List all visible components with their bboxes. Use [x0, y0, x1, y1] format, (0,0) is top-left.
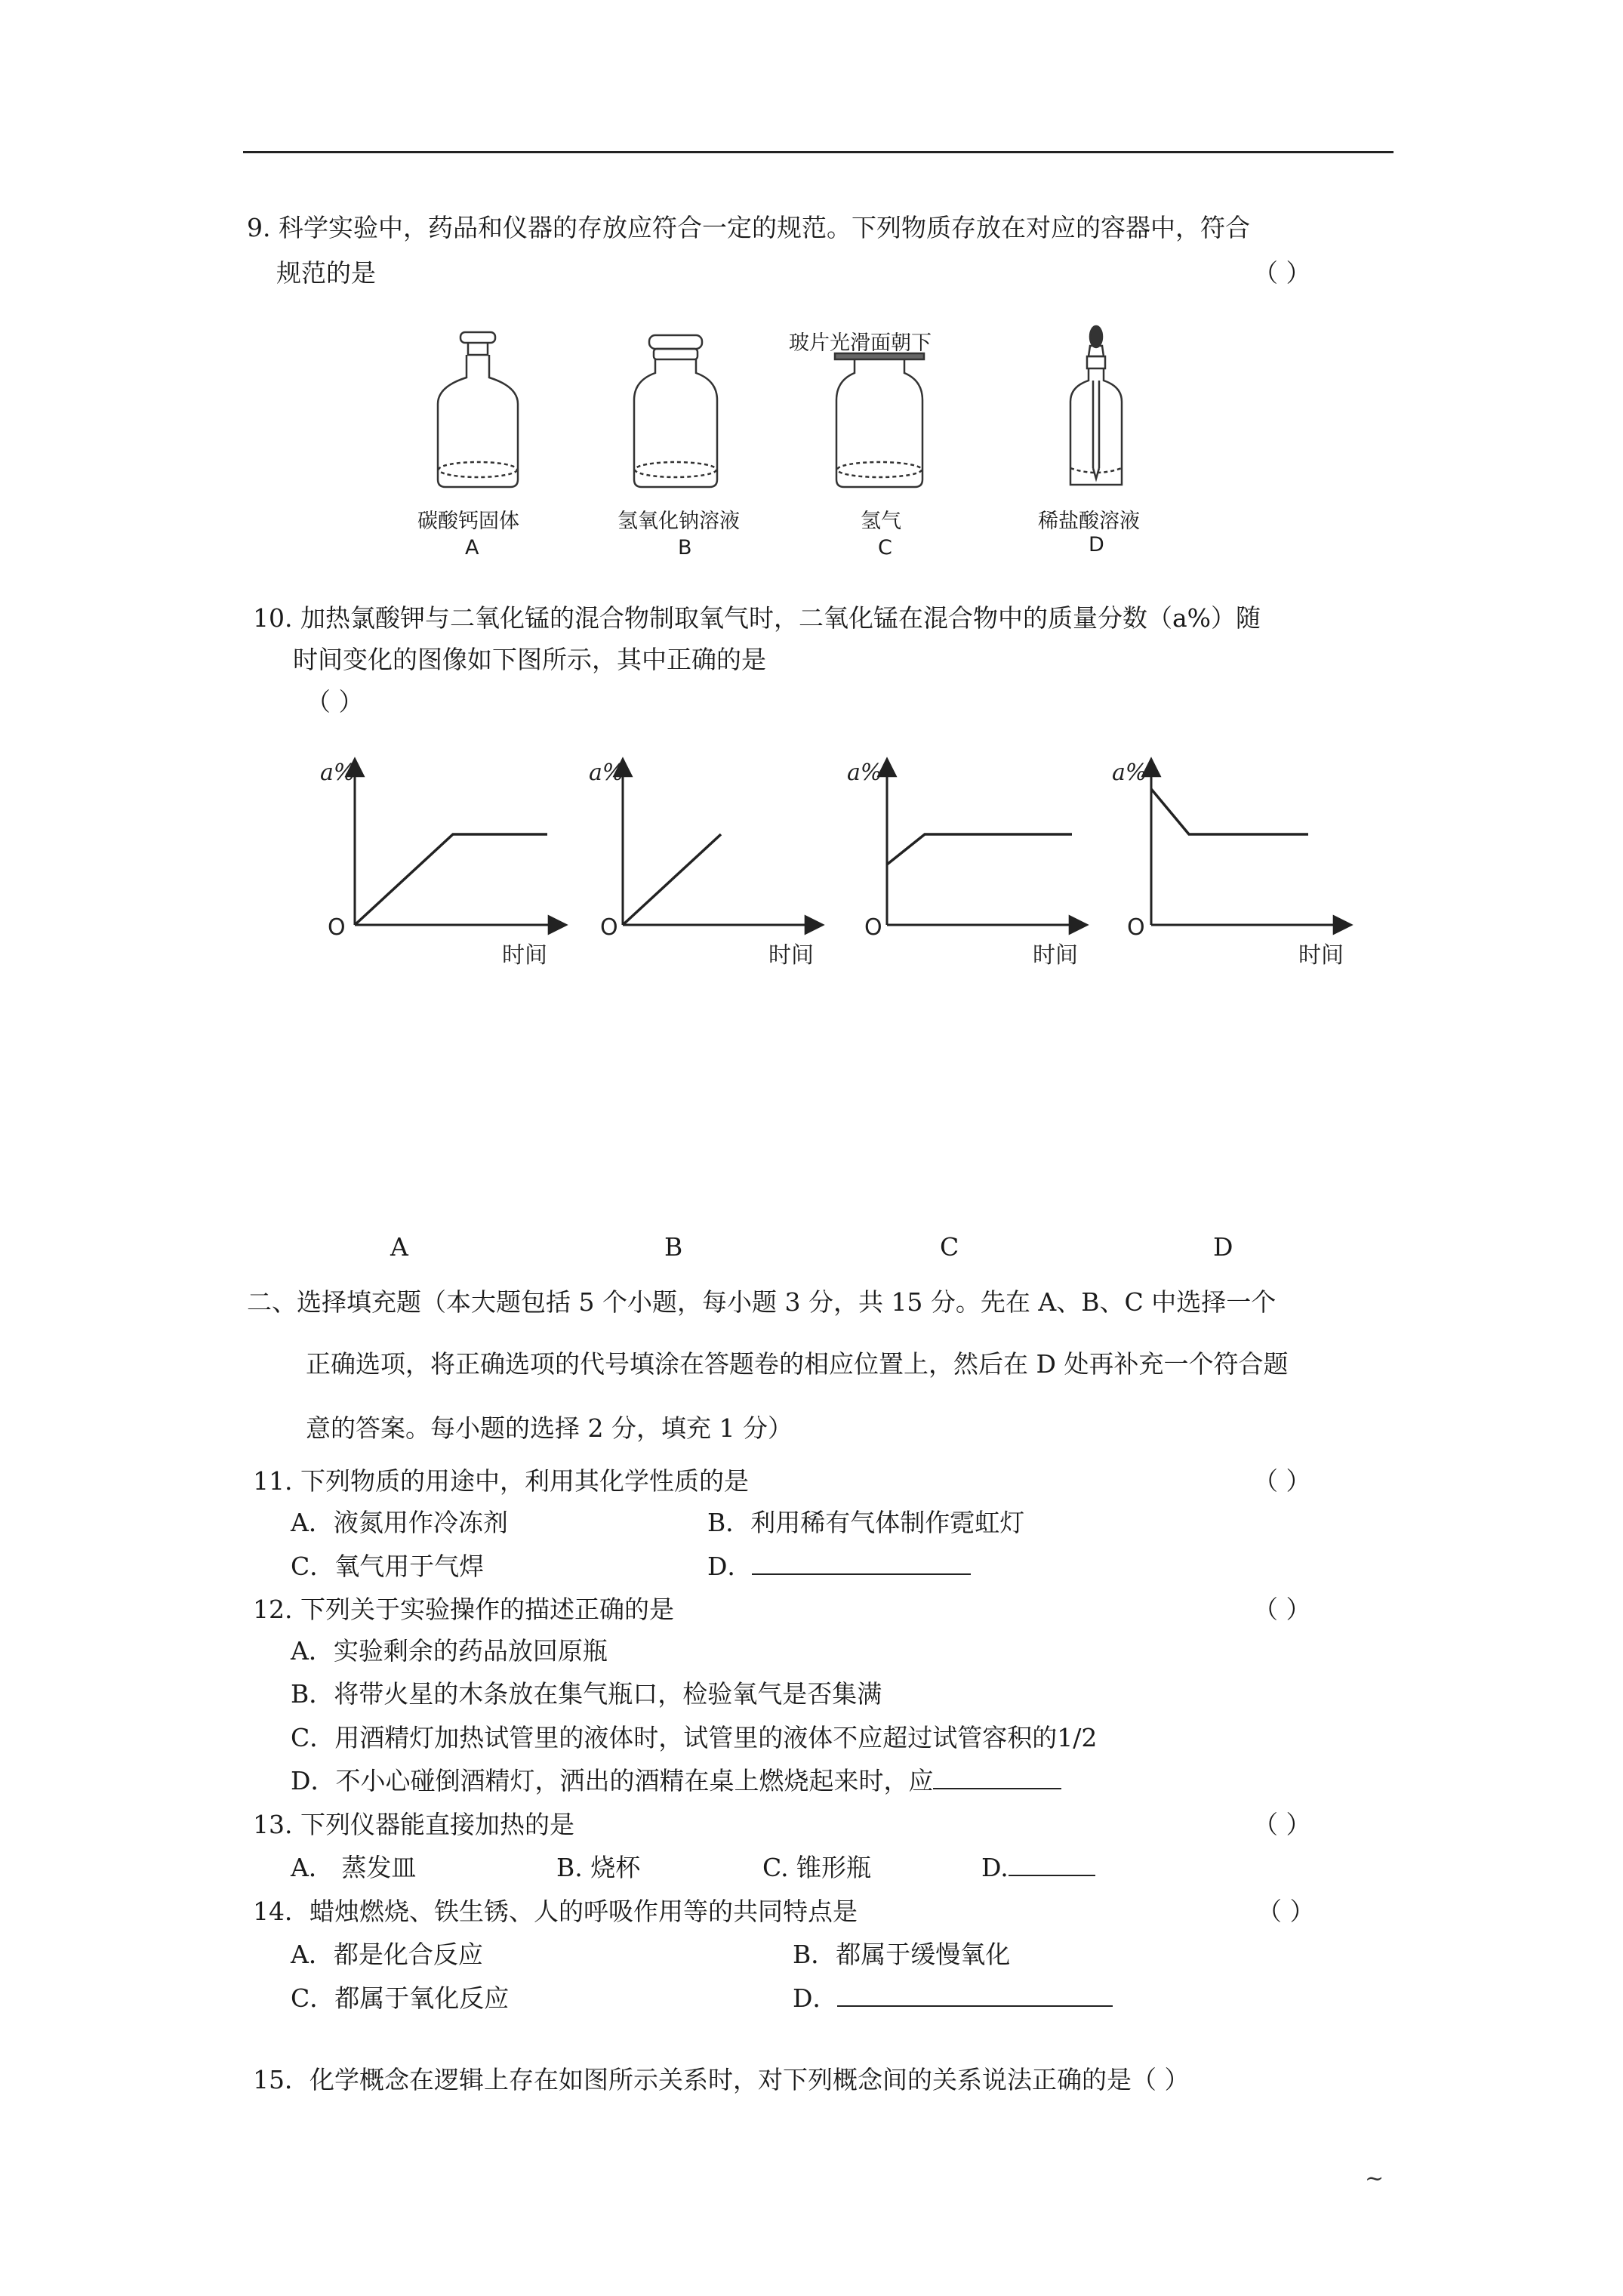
graph-b	[589, 759, 823, 969]
graph-d-curve	[1151, 789, 1308, 834]
q11-answer-paren: （ ）	[1253, 1466, 1311, 1496]
graph-a-origin: O	[328, 914, 346, 941]
q12-answer-paren: （ ）	[1253, 1595, 1311, 1624]
q10-line2: 时间变化的图像如下图所示，其中正确的是	[293, 645, 766, 674]
q13-option-d: D.	[981, 1853, 1009, 1882]
q14-option-d: D．	[793, 1983, 838, 2013]
q12-option-d: D．不小心碰倒酒精灯，洒出的酒精在桌上燃烧起来时，应	[291, 1766, 934, 1795]
q15-stem: 15．化学概念在逻辑上存在如图所示关系时，对下列概念间的关系说法正确的是（ ）	[253, 2065, 1190, 2094]
graph-b-ylabel: a%	[589, 760, 624, 786]
q10-graphs-figure	[310, 744, 1366, 978]
graph-d-origin: O	[1127, 914, 1145, 941]
q10-letter-c: C	[940, 1232, 959, 1262]
q9-option-d-letter: D	[1089, 533, 1104, 556]
graph-c-origin: O	[864, 914, 882, 941]
q12-fill-blank[interactable]	[933, 1765, 1061, 1789]
q11-stem: 11. 下列物质的用途中，利用其化学性质的是	[253, 1466, 749, 1496]
q13-option-a: A． 蒸发皿	[291, 1853, 417, 1882]
q9-line1: 9. 科学实验中，药品和仪器的存放应符合一定的规范。下列物质存放在对应的容器中，符合	[247, 213, 1250, 242]
q13-option-c: C. 锥形瓶	[762, 1853, 872, 1882]
graph-a-xlabel: 时间	[502, 942, 547, 969]
q13-option-b: B. 烧杯	[556, 1853, 641, 1882]
q12-option-a: A．实验剩余的药品放回原瓶	[291, 1636, 608, 1666]
graph-b-origin: O	[600, 914, 618, 941]
q11-option-b: B．利用稀有气体制作霓虹灯	[707, 1508, 1025, 1537]
bottle-a-icon	[438, 332, 518, 487]
q9-option-d-label: 稀盐酸溶液	[1038, 510, 1140, 533]
graph-c-ylabel: a%	[847, 760, 882, 786]
graph-a-curve	[355, 834, 547, 925]
graph-b-curve	[623, 834, 721, 925]
q14-option-b: B．都属于缓慢氧化	[793, 1940, 1011, 1969]
q12-option-b: B．将带火星的木条放在集气瓶口，检验氧气是否集满	[291, 1679, 882, 1709]
q10-answer-paren: （ ）	[306, 687, 364, 717]
header-rule	[243, 151, 1394, 153]
graph-b-xlabel: 时间	[768, 942, 814, 969]
q9-option-c-label: 氢气	[861, 510, 901, 533]
q9-option-a-label: 碳酸钙固体	[417, 510, 519, 533]
q11-fill-blank[interactable]	[752, 1551, 971, 1575]
q9-line2: 规范的是	[276, 258, 376, 288]
q13-answer-paren: （ ）	[1253, 1810, 1311, 1839]
q9-option-a-letter: A	[465, 536, 479, 559]
graph-d-ylabel: a%	[1112, 760, 1147, 786]
q11-option-c: C．氧气用于气焊	[291, 1552, 485, 1581]
q9-option-b-letter: B	[678, 536, 692, 559]
q14-answer-paren: （ ）	[1257, 1897, 1315, 1926]
graph-c	[847, 759, 1087, 969]
graph-a-ylabel: a%	[320, 760, 356, 786]
q10-letter-b: B	[664, 1232, 683, 1262]
q10-letter-a: A	[390, 1232, 408, 1262]
q12-stem: 12. 下列关于实验操作的描述正确的是	[253, 1595, 674, 1624]
q12-option-c: C．用酒精灯加热试管里的液体时，试管里的液体不应超过试管容积的1/2	[291, 1723, 1098, 1752]
graph-c-xlabel: 时间	[1033, 942, 1078, 969]
q9-answer-paren: （ ）	[1253, 258, 1311, 288]
q14-fill-blank[interactable]	[837, 1983, 1113, 2007]
bottle-b-icon	[634, 335, 717, 487]
q14-stem: 14．蜡烛燃烧、铁生锈、人的呼吸作用等的共同特点是	[253, 1897, 858, 1926]
section2-line1: 二、选择填充题（本大题包括 5 个小题，每小题 3 分，共 15 分。先在 A、B、C 中选择一个	[247, 1287, 1277, 1317]
section2-line2: 正确选项，将正确选项的代号填涂在答题卷的相应位置上，然后在 D 处再补充一个符合题	[306, 1349, 1289, 1379]
q11-option-a: A．液氮用作冷冻剂	[291, 1508, 508, 1537]
q10-line1: 10. 加热氯酸钾与二氧化锰的混合物制取氧气时，二氧化锰在混合物中的质量分数（a%）随	[253, 603, 1261, 633]
graph-a	[320, 759, 566, 969]
q9-caption-c: 玻片光滑面朝下	[789, 331, 932, 355]
bottle-c-icon	[835, 353, 924, 487]
graph-d-xlabel: 时间	[1298, 942, 1344, 969]
q9-option-c-letter: C	[878, 536, 892, 559]
graph-d	[1112, 759, 1351, 969]
q14-option-a: A．都是化合反应	[291, 1940, 483, 1969]
page-footer-mark: ~	[1365, 2165, 1384, 2192]
q13-fill-blank[interactable]	[1009, 1852, 1095, 1876]
q11-option-d: D．	[707, 1552, 753, 1581]
section2-line3: 意的答案。每小题的选择 2 分，填充 1 分）	[306, 1413, 793, 1443]
q10-letter-d: D	[1213, 1232, 1233, 1262]
bottle-d-icon	[1070, 326, 1122, 485]
graph-c-curve	[887, 834, 1072, 864]
q13-stem: 13. 下列仪器能直接加热的是	[253, 1810, 574, 1839]
q14-option-c: C．都属于氧化反应	[291, 1983, 510, 2013]
q9-option-b-label: 氢氧化钠溶液	[617, 510, 740, 533]
